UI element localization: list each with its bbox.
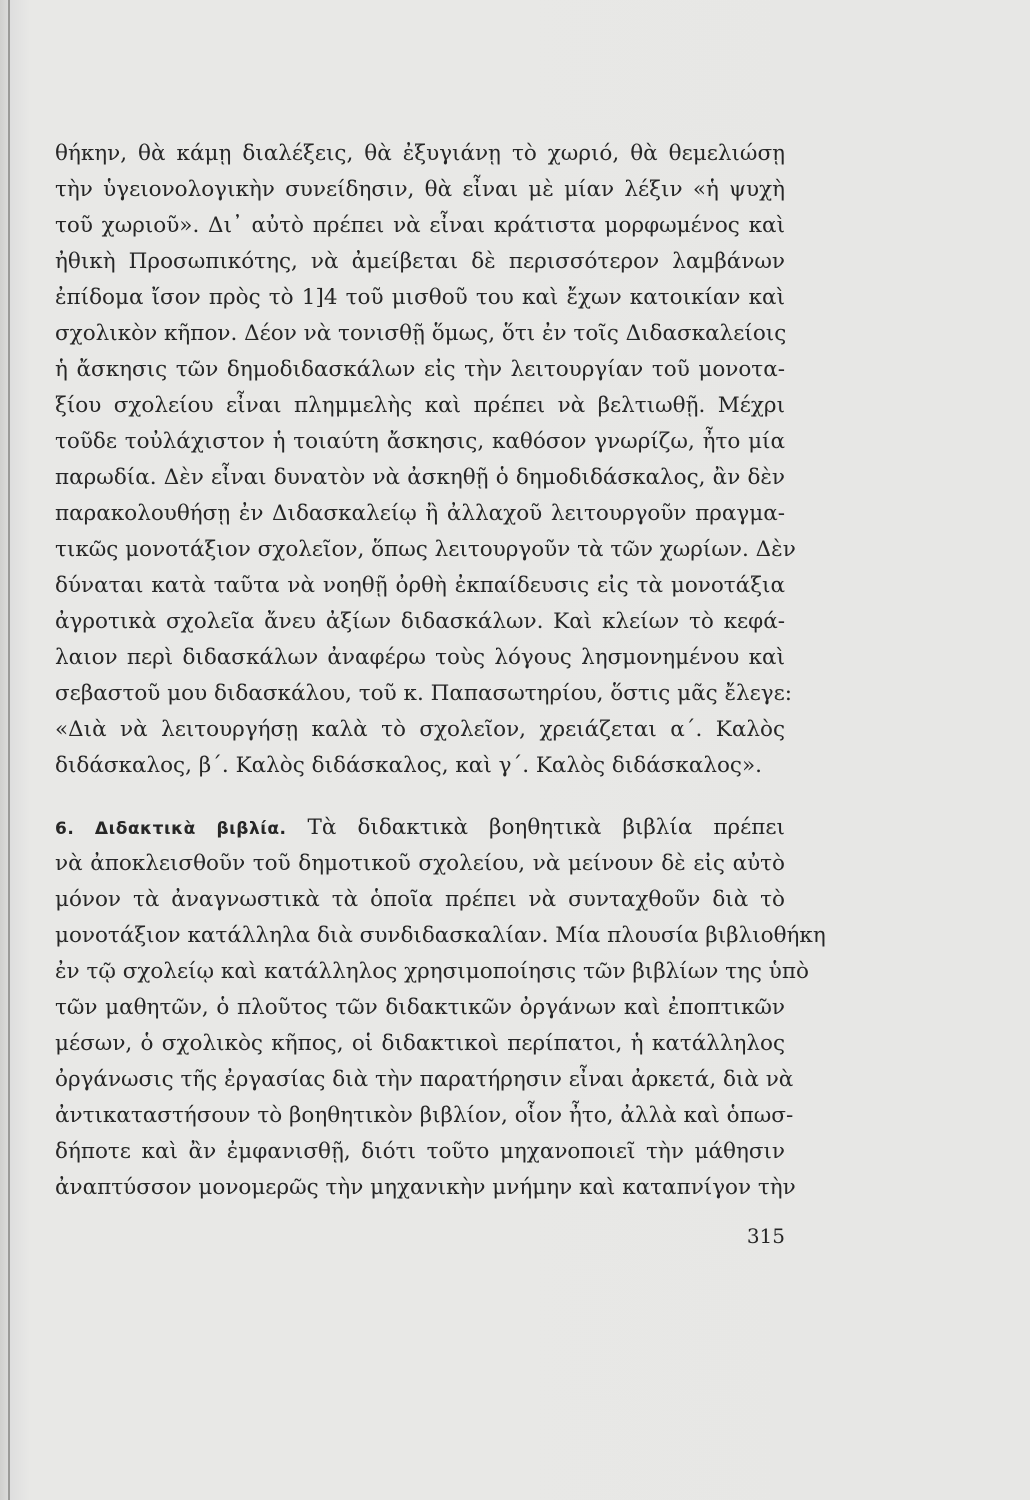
text-line: παρωδία. Δὲν εἶναι δυνατὸν νὰ ἀσκηθῇ ὁ δημοδιδάσκαλος, ἂν δὲν [55, 465, 785, 490]
text-line: τὴν ὑγειονολογικὴν συνείδησιν, θὰ εἶναι μὲ μίαν λέξιν «ἡ ψυχὴ [55, 177, 785, 202]
text-line: τοῦδε τοὐλάχιστον ἡ τοιαύτη ἄσκησις, καθόσον γνωρίζω, ἦτο μία [55, 429, 785, 454]
text-line: ἐπίδομα ἴσον πρὸς τὸ 1]4 τοῦ μισθοῦ του καὶ ἔχων κατοικίαν καὶ [55, 285, 785, 310]
text-line: ὀργάνωσις τῆς ἐργασίας διὰ τὴν παρατήρησιν εἶναι ἀρκετά, διὰ νὰ [55, 1067, 794, 1092]
text-line: δήποτε καὶ ἂν ἐμφανισθῇ, διότι τοῦτο μηχανοποιεῖ τὴν μάθησιν [55, 1139, 785, 1164]
text-line: τῶν μαθητῶν, ὁ πλοῦτος τῶν διδακτικῶν ὀργάνων καὶ ἐποπτικῶν [55, 995, 785, 1020]
text-line: νὰ ἀποκλεισθοῦν τοῦ δημοτικοῦ σχολείου, νὰ μείνουν δὲ εἰς αὐτὸ [55, 851, 785, 876]
text-line: ἠθικὴ Προσωπικότης, νὰ ἀμείβεται δὲ περισσότερον λαμβάνων [55, 249, 785, 274]
text-line: ξίου σχολείου εἶναι πλημμελὴς καὶ πρέπει νὰ βελτιωθῇ. Μέχρι [55, 393, 785, 418]
section-heading: 6. Διδακτικὰ βιβλία. [55, 819, 287, 839]
section-first-line-text: Τὰ διδακτικὰ βοηθητικὰ βιβλία πρέπει [307, 815, 785, 840]
text-line: ἀναπτύσσον μονομερῶς τὴν μηχανικὴν μνήμην καὶ καταπνίγον τὴν [55, 1175, 796, 1200]
text-line: παρακολουθήσῃ ἐν Διδασκαλείῳ ἢ ἀλλαχοῦ λειτουργοῦν πραγμα- [55, 501, 785, 526]
paragraph-spacer [55, 784, 785, 810]
text-line: τοῦ χωριοῦ». Δι᾽ αὐτὸ πρέπει νὰ εἶναι κράτιστα μορφωμένος καὶ [55, 213, 785, 238]
text-line: μονοτάξιον κατάλληλα διὰ συνδιδασκαλίαν. Μία πλουσία βιβλιοθήκη [55, 923, 826, 948]
paragraph-teacher [55, 136, 796, 784]
section-first-line [55, 810, 785, 846]
text-line: ἡ ἄσκησις τῶν δημοδιδασκάλων εἰς τὴν λειτουργίαν τοῦ μονοτα- [55, 357, 785, 382]
binding-edge-shadow [8, 0, 10, 1500]
text-line: διδάσκαλος, β΄. Καλὸς διδάσκαλος, καὶ γ΄. Καλὸς διδάσκαλος». [55, 753, 762, 778]
text-line: σχολικὸν κῆπον. Δέον νὰ τονισθῇ ὅμως, ὅτι ἐν τοῖς Διδασκαλείοις [55, 321, 787, 346]
section-teaching-books [55, 810, 826, 1206]
text-line: δύναται κατὰ ταῦτα νὰ νοηθῇ ὀρθὴ ἐκπαίδευσις εἰς τὰ μονοτάξια [55, 573, 785, 598]
text-line: θήκην, θὰ κάμῃ διαλέξεις, θὰ ἐξυγιάνῃ τὸ χωριό, θὰ θεμελιώσῃ [55, 141, 785, 166]
text-line: μέσων, ὁ σχολικὸς κῆπος, οἱ διδακτικοὶ περίπατοι, ἡ κατάλληλος [55, 1031, 785, 1056]
page-number: 315 [746, 1224, 785, 1248]
text-line: λαιον περὶ διδασκάλων ἀναφέρω τοὺς λόγους λησμονημένου καὶ [55, 645, 785, 670]
body-text [55, 136, 826, 1206]
text-line: μόνον τὰ ἀναγνωστικὰ τὰ ὁποῖα πρέπει νὰ συνταχθοῦν διὰ τὸ [55, 887, 785, 912]
text-line: τικῶς μονοτάξιον σχολεῖον, ὅπως λειτουργοῦν τὰ τῶν χωρίων. Δὲν [55, 537, 796, 562]
text-line: ἀγροτικὰ σχολεῖα ἄνευ ἀξίων διδασκάλων. Καὶ κλείων τὸ κεφά- [55, 609, 785, 634]
text-line: «Διὰ νὰ λειτουργήσῃ καλὰ τὸ σχολεῖον, χρειάζεται α΄. Καλὸς [55, 717, 785, 742]
text-line: ἐν τῷ σχολείῳ καὶ κατάλληλος χρησιμοποίησις τῶν βιβλίων της ὑπὸ [55, 959, 809, 984]
text-line: σεβαστοῦ μου διδασκάλου, τοῦ κ. Παπασωτηρίου, ὅστις μᾶς ἔλεγε: [55, 681, 793, 706]
text-line: ἀντικαταστήσουν τὸ βοηθητικὸν βιβλίον, οἷον ἦτο, ἀλλὰ καὶ ὁπωσ- [55, 1103, 794, 1128]
